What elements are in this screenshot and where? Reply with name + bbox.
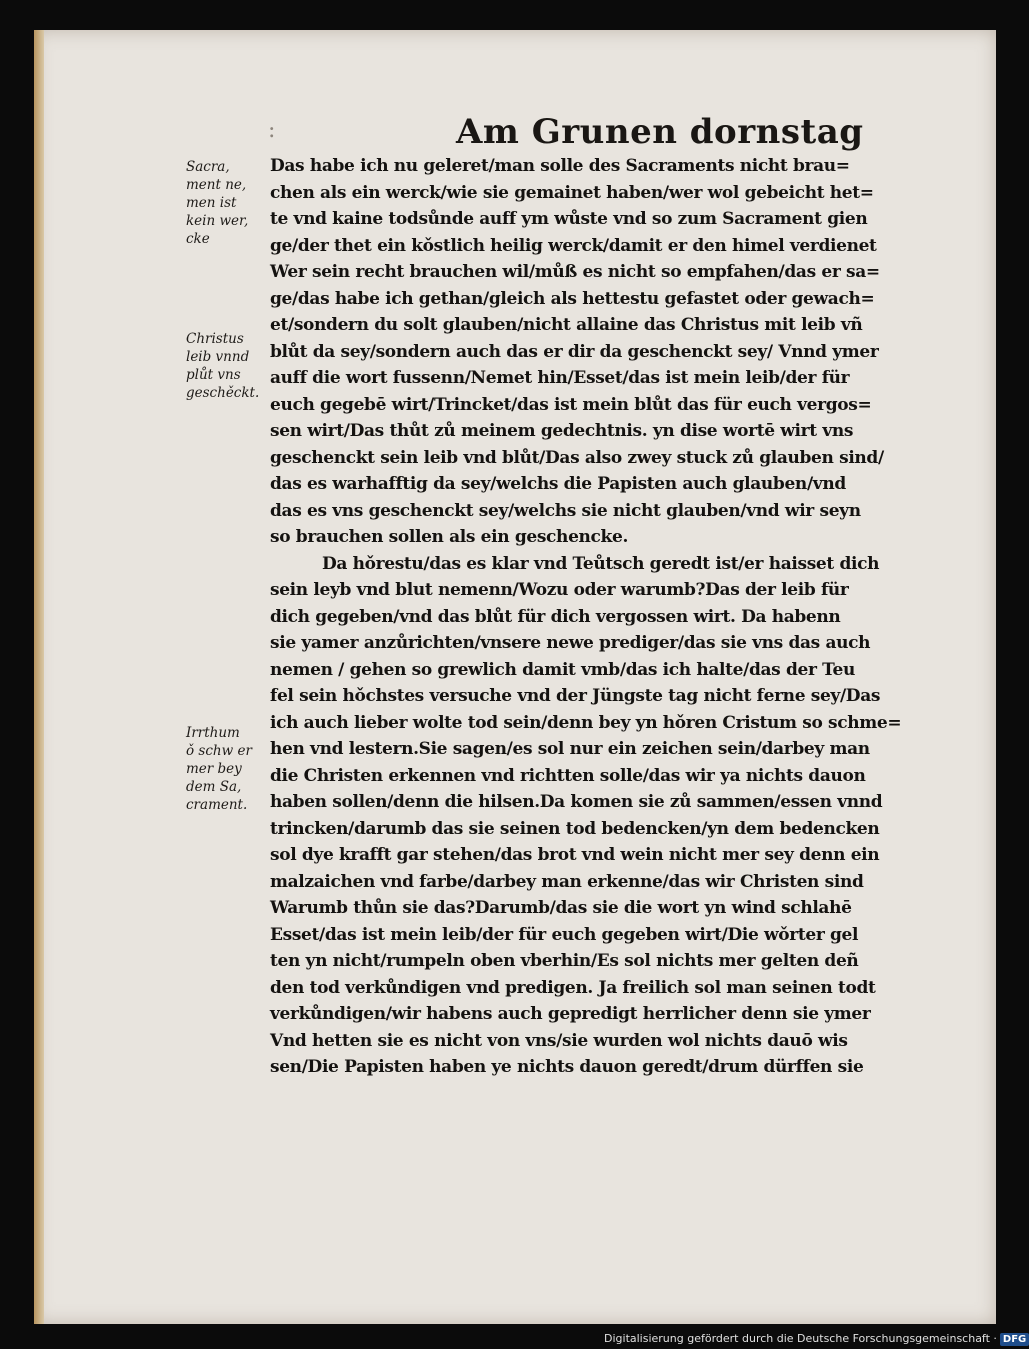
marginal-note-irrthum — [186, 724, 272, 814]
text-line: Da hǒrestu/das es klar vnd Teůtsch geredt ist/er haisset dich — [322, 553, 880, 574]
marginal-line: dem Sa, — [186, 779, 242, 795]
digitization-credit — [604, 1332, 1027, 1348]
text-line: den tod verkůndigen vnd predigen. Ja freilich sol man seinen todt — [270, 977, 876, 998]
text-line: trincken/darumb das sie seinen tod bedencken/yn dem bedencken — [270, 818, 880, 839]
marginal-line: ǒ schw er — [186, 743, 252, 759]
text-line: haben sollen/denn die hilsen.Da komen sie zů sammen/essen vnnd — [270, 792, 883, 812]
text-line: das es vns geschenckt sey/welchs sie nicht glauben/vnd wir seyn — [270, 500, 861, 521]
text-line: das es warhafftig da sey/welchs die Papisten auch glauben/vnd — [270, 474, 846, 494]
running-head: Am Grunen dornstag — [456, 112, 864, 152]
page-edge — [34, 30, 44, 1324]
text-line: et/sondern du solt glauben/nicht allaine das Christus mit leib vñ — [270, 315, 863, 335]
text-line: nemen / gehen so grewlich damit vmb/das ich halte/das der Teu — [270, 659, 855, 680]
marginal-line: leib vnnd — [186, 349, 250, 365]
marginal-line: ment ne, — [186, 177, 247, 193]
text-line: chen als ein werck/wie sie gemainet haben/wer wol gebeicht het= — [270, 182, 874, 203]
marginal-line: plůt vns — [186, 367, 241, 383]
text-line: sen wirt/Das thůt zů meinem gedechtnis. yn dise wortē wirt vns — [270, 421, 854, 441]
text-line: Warumb thůn sie das?Darumb/das sie die wort yn wind schlahē — [270, 898, 852, 918]
marginal-line: Sacra, — [186, 159, 230, 175]
text-line: Wer sein recht brauchen wil/můß es nicht so empfahen/das er sa= — [270, 262, 880, 282]
marginal-line: Christus — [186, 331, 244, 347]
text-line: sol dye krafft gar stehen/das brot vnd wein nicht mer sey denn ein — [270, 845, 880, 865]
body-text — [270, 153, 940, 1081]
text-line: ich auch lieber wolte tod sein/denn bey yn hǒren Cristum so schme= — [270, 712, 902, 733]
text-line: dich gegeben/vnd das blůt für dich vergossen wirt. Da habenn — [270, 606, 841, 627]
marginal-line: men ist — [186, 195, 237, 211]
text-line: ge/der thet ein kǒstlich heilig werck/damit er den himel verdienet — [270, 235, 877, 256]
folio-mark: : — [268, 118, 276, 143]
text-line: malzaichen vnd farbe/darbey man erkenne/das wir Christen sind — [270, 871, 864, 892]
text-line: fel sein hǒchstes versuche vnd der Jüngste tag nicht ferne sey/Das — [270, 686, 881, 706]
text-line: so brauchen sollen als ein geschencke. — [270, 527, 629, 547]
text-line: auff die wort fussenn/Nemet hin/Esset/das ist mein leib/der für — [270, 368, 850, 388]
text-line: hen vnd lestern.Sie sagen/es sol nur ein zeichen sein/darbey man — [270, 739, 870, 759]
text-line: die Christen erkennen vnd richtten solle/das wir ya nichts dauon — [270, 765, 866, 786]
text-line: Das habe ich nu geleret/man solle des Sacraments nicht brau= — [270, 156, 850, 176]
text-line: geschenckt sein leib vnd blůt/Das also zwey stuck zů glauben sind/ — [270, 447, 884, 468]
marginal-line: kein wer, — [186, 213, 249, 229]
text-line: te vnd kaine todsůnde auff ym wůste vnd so zum Sacrament gien — [270, 209, 868, 229]
text-line: blůt da sey/sondern auch das er dir da geschenckt sey/ Vnnd ymer — [270, 341, 879, 362]
marginal-note-christus — [186, 330, 272, 402]
text-line: ge/das habe ich gethan/gleich als hettestu gefastet oder gewach= — [270, 288, 875, 309]
dfg-logo: DFG — [1000, 1333, 1029, 1346]
credit-text: Digitalisierung gefördert durch die Deutsche Forschungsgemeinschaft · — [604, 1332, 997, 1345]
text-line: Esset/das ist mein leib/der für euch gegeben wirt/Die wǒrter gel — [270, 924, 859, 945]
text-line: ten yn nicht/rumpeln oben vberhin/Es sol nichts mer gelten deñ — [270, 951, 859, 971]
marginal-note-sacrament — [186, 158, 272, 248]
marginal-line: cke — [186, 231, 210, 247]
text-line: sen/Die Papisten haben ye nichts dauon geredt/drum dürffen sie — [270, 1057, 864, 1077]
text-line: euch gegebē wirt/Trincket/das ist mein blůt das für euch vergos= — [270, 394, 872, 415]
marginal-line: mer bey — [186, 761, 242, 777]
marginal-line: geschěckt. — [186, 385, 260, 401]
text-line: sie yamer anzůrichten/vnsere newe prediger/das sie vns das auch — [270, 633, 871, 653]
marginal-line: Irrthum — [186, 725, 240, 741]
text-line: verkůndigen/wir habens auch gepredigt herrlicher denn sie ymer — [270, 1004, 871, 1024]
marginal-line: crament. — [186, 797, 248, 813]
text-line: Vnd hetten sie es nicht von vns/sie wurden wol nichts dauō wis — [270, 1030, 848, 1051]
text-line: sein leyb vnd blut nemenn/Wozu oder warumb?Das der leib für — [270, 580, 849, 600]
